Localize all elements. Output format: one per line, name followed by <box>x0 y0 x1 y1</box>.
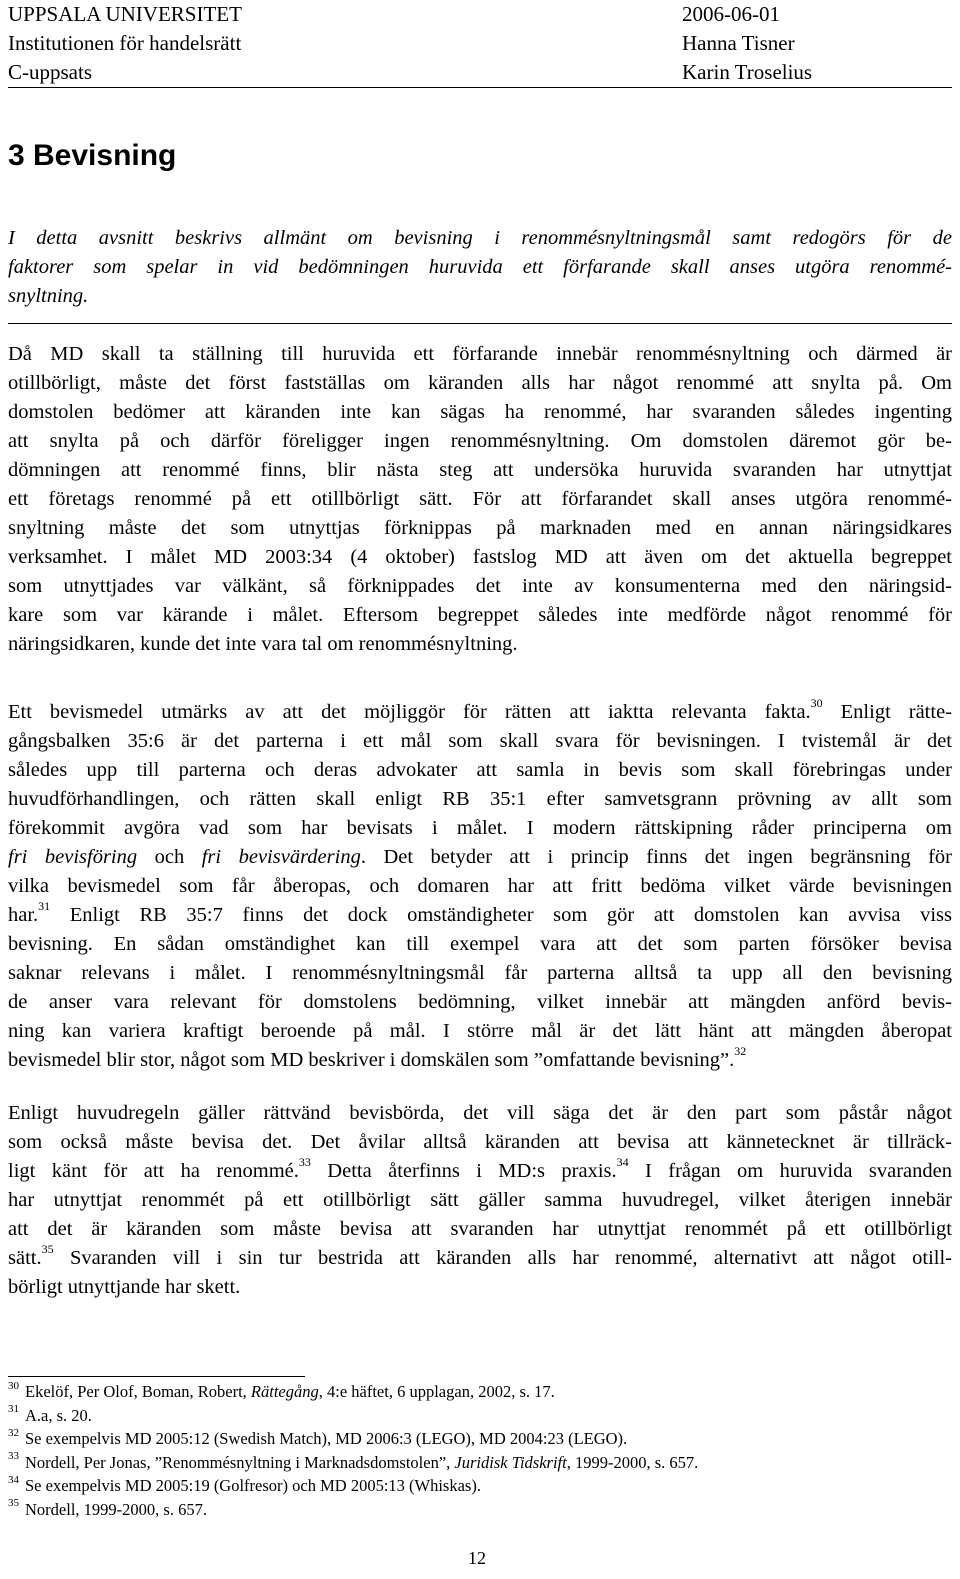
text-run: Ett bevismedel utmärks av att det möjliggör för rätten att iaktta relevanta fakta. <box>8 701 811 723</box>
text-run: har. <box>8 904 39 926</box>
page-number: 12 <box>468 1548 486 1568</box>
footnote-text: Nordell, Per Jonas, ”Renommésnyltning i Marknadsdomstolen”, <box>25 1452 455 1472</box>
italic-term: fri bevisföring <box>8 846 138 868</box>
department-name: Institutionen för handelsrätt <box>8 31 242 55</box>
footnote-italic: Rättegång <box>250 1382 319 1401</box>
text-line: att snylta på och därför föreligger ingen renommésnyltning. Om domstolen däremot gör be- <box>8 430 952 452</box>
footnote-ref-33[interactable]: 33 <box>298 1157 311 1170</box>
footnote: $^{32}$ Se exempelvis MD 2005:12 (Swedish Match), MD 2006:3 (LEGO), MD 2004:23 (LEGO). <box>8 1426 628 1448</box>
text-line: verksamhet. I målet MD 2003:34 (4 oktober) fastslog MD att även om det aktuella begreppet <box>8 546 952 568</box>
header-left <box>8 0 242 84</box>
text-line: börligt utnyttjande har skett. <box>8 1276 241 1298</box>
footnote-ref-31[interactable]: 31 <box>38 901 51 914</box>
text-line: vilka bevismedel som får åberopas, och domaren har att fritt bedöma vilket värde bevisningen <box>8 875 952 897</box>
footnote-ref-30[interactable]: 30 <box>810 698 823 711</box>
footnote-italic: Juridisk Tidskrift, <box>454 1452 571 1472</box>
text-line: domstolen bedömer att käranden inte kan sägas ha renommé, har svaranden således ingenting <box>8 401 952 423</box>
footnotes <box>8 1380 952 1521</box>
italic-term: fri bevisvärdering <box>201 846 361 868</box>
text-line: således upp till parterna och deras advokater att samla in bevis som skall förebringas under <box>8 759 952 781</box>
footnote: $^{34}$ Se exempelvis MD 2005:19 (Golfresor) och MD 2005:13 (Whiskas). <box>8 1473 481 1495</box>
paragraph-2 <box>8 698 952 1075</box>
text-line: snyltning måste det som utnyttjas förknippas på marknaden med en annan näringsidkares <box>8 517 952 539</box>
text-run: I frågan om huruvida svaranden <box>628 1160 952 1182</box>
author-2: Karin Troselius <box>682 60 813 84</box>
text-run: Enligt RB 35:7 finns det dock omständigheter som gör att domstolen kan avvisa viss <box>50 904 952 926</box>
footnote-ref-34[interactable]: 34 <box>616 1157 629 1170</box>
intro-line: faktorer som spelar in vid bedömningen huruvida ett förfarande skall anses utgöra renommé- <box>8 256 952 278</box>
footnote-ref-32[interactable]: 32 <box>734 1044 747 1059</box>
footnote-divider <box>8 1376 305 1377</box>
text-line: som utnyttjades var välkänt, så förknippades det inte av konsumenterna med den näringsid- <box>8 575 952 597</box>
footnote: $^{35}$ Nordell, 1999-2000, s. 657. <box>8 1497 207 1519</box>
intro-line: snyltning. <box>8 285 89 307</box>
text-line <box>8 843 952 872</box>
thesis-type: C-uppsats <box>8 60 92 84</box>
intro-divider <box>8 323 952 324</box>
text-run: Enligt rätte- <box>822 701 952 723</box>
university-name: UPPSALA UNIVERSITET <box>8 2 242 26</box>
text-line: kare som var kärande i målet. Eftersom begreppet således inte medförde något renommé för <box>8 604 952 626</box>
footnote: $^{31}$ A.a, s. 20. <box>8 1403 92 1425</box>
text-line: ning kan variera kraftigt beroende på mål. I större mål är det lätt hänt att mängden åberopat <box>8 1020 952 1042</box>
text-line: saknar relevans i målet. I renommésnyltningsmål får parterna alltså ta upp all den bevisning <box>8 962 952 984</box>
text-line <box>8 1244 952 1273</box>
author-1: Hanna Tisner <box>682 31 795 55</box>
text-line <box>8 1157 952 1186</box>
footnote-text: A.a, s. 20. <box>25 1405 92 1425</box>
section-intro <box>8 224 952 311</box>
intro-line: I detta avsnitt beskrivs allmänt om bevisning i renommésnyltningsmål samt redogörs för de <box>8 227 952 249</box>
text-run: sätt. <box>8 1247 42 1269</box>
text-line: huvudförhandlingen, och rätten skall enligt RB 35:1 efter samvetsgrann prövning av allt som <box>8 788 952 810</box>
text-line: gångsbalken 35:6 är det parterna i ett mål som skall svara för bevisningen. I tvistemål är det <box>8 730 952 752</box>
footnote-text: Se exempelvis MD 2005:19 (Golfresor) och MD 2005:13 (Whiskas). <box>25 1476 481 1495</box>
footnote-text: Nordell, 1999-2000, s. 657. <box>25 1499 207 1519</box>
text-line: Enligt huvudregeln gäller rättvänd bevisbörda, det vill säga det är den part som påstår något <box>8 1102 952 1124</box>
text-run: bevismedel blir stor, något som MD beskriver i domskälen som ”omfattande bevisning”. <box>8 1049 735 1071</box>
text-line: Då MD skall ta ställning till huruvida ett förfarande innebär renommésnyltning och därmed är <box>8 343 952 365</box>
text-line: bevisning. En sådan omständighet kan till exempel vara att det som parten försöker bevisa <box>8 933 952 955</box>
text-line <box>8 901 952 930</box>
text-line: som också måste bevisa det. Det åvilar alltså käranden att bevisa att kännetecknet är tillräck- <box>8 1131 952 1153</box>
text-line: de anser vara relevant för domstolens bedömning, vilket innebär att mängden anförd bevis- <box>8 991 952 1013</box>
text-line: att det är käranden som måste bevisa att svaranden har utnyttjat renommét på ett otillbörligt <box>8 1218 952 1240</box>
text-line: har utnyttjat renommét på ett otillbörligt sätt gäller samma huvudregel, vilket återigen innebär <box>8 1189 952 1211</box>
text-run: Detta återfinns i MD:s praxis. <box>310 1160 617 1182</box>
header-divider <box>8 87 952 88</box>
footnote-text: Se exempelvis MD 2005:12 (Swedish Match), MD 2006:3 (LEGO), MD 2004:23 (LEGO). <box>25 1429 628 1448</box>
text-run: . Det betyder att i princip finns det ingen begränsning för <box>360 846 952 868</box>
footnote-ref-35[interactable]: 35 <box>41 1244 54 1257</box>
paragraph-3 <box>8 1099 952 1302</box>
text-run: och <box>137 846 202 868</box>
text-line: förekommit avgöra vad som har bevisats i målet. I modern rättskipning råder principerna om <box>8 817 952 839</box>
header-right <box>682 0 813 84</box>
document-date: 2006-06-01 <box>682 2 780 26</box>
text-line <box>8 698 952 727</box>
section-heading: 3 Bevisning <box>8 139 177 172</box>
text-line <box>8 1046 952 1075</box>
text-line: dömningen att renommé finns, blir nästa steg att undersöka huruvida svaranden har utnyttjat <box>8 459 952 481</box>
text-run: Svaranden vill i sin tur bestrida att käranden alls har renommé, alternativt att något otill- <box>53 1247 952 1269</box>
text-run: ligt känt för att ha renommé. <box>8 1160 299 1182</box>
footnote-text: 1999-2000, s. 657. <box>570 1452 699 1472</box>
footnote-text: Ekelöf, Per Olof, Boman, Robert, <box>25 1382 251 1401</box>
footnote-text: , 4:e häftet, 6 upplagan, 2002, s. 17. <box>318 1382 555 1401</box>
paragraph-1 <box>8 340 952 659</box>
text-line: näringsidkaren, kunde det inte vara tal om renommésnyltning. <box>8 633 518 655</box>
text-line: ett företags renommé på ett otillbörligt sätt. För att förfarandet skall anses utgöra renommé- <box>8 488 952 510</box>
text-line: otillbörligt, måste det först fastställas om käranden alls har något renommé att snylta på. Om <box>8 372 952 394</box>
footnote: $^{33}$ Nordell, Per Jonas, ”Renommésnyltning i Marknadsdomstolen”, Juridisk Tidskrift, 1999-2000, s. 657. <box>8 1450 699 1472</box>
footnote: $^{30}$ Ekelöf, Per Olof, Boman, Robert, Rättegång, 4:e häftet, 6 upplagan, 2002, s. 17. <box>8 1379 555 1401</box>
